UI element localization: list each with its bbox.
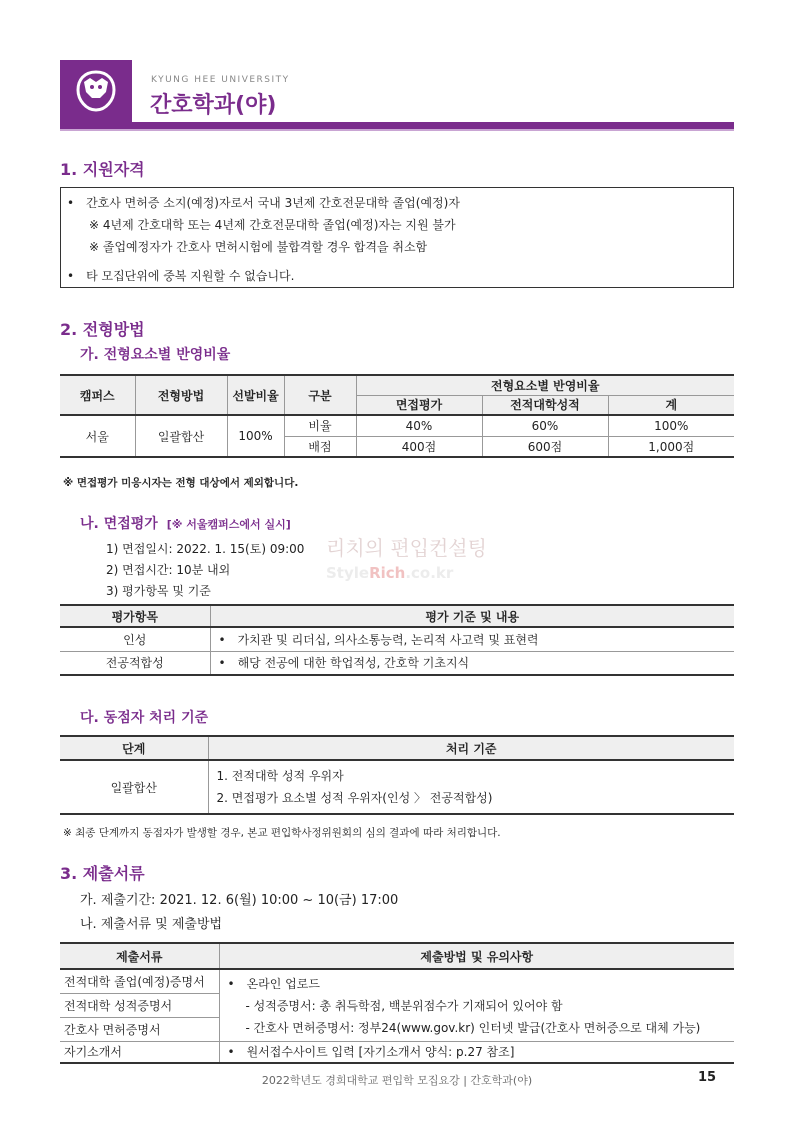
cell-campus: 서울	[60, 415, 135, 457]
cell-eval-item: 전공적합성	[60, 651, 210, 675]
col-stage: 단계	[60, 736, 208, 760]
subsection-b-title	[80, 513, 291, 533]
cell-type: 배점	[284, 436, 356, 457]
col-document: 제출서류	[60, 943, 219, 969]
section1-title: 1. 지원자격	[60, 160, 145, 179]
col-eval-content: 평가 기준 및 내용	[210, 605, 734, 627]
tiebreak-note: ※ 최종 단계까지 동점자가 발생할 경우, 본교 편입학사정위원회의 심의 결과에 따라 처리합니다.	[63, 827, 501, 839]
exclusion-note: ※ 면접평가 미응시자는 전형 대상에서 제외합니다.	[63, 477, 299, 489]
section3-title: 3. 제출서류	[60, 864, 145, 883]
col-group: 전형요소별 반영비율	[356, 375, 734, 395]
header-divider-light	[60, 129, 734, 131]
col-ratio: 선발비율	[227, 375, 284, 415]
cell-total: 100%	[608, 415, 734, 436]
eligibility-note: ※ 4년제 간호대학 또는 4년제 간호전문대학 졸업(예정)자는 지원 불가	[89, 218, 456, 232]
col-method: 전형방법	[135, 375, 227, 415]
eligibility-note: ※ 졸업예정자가 간호사 면허시험에 불합격할 경우 합격을 취소함	[89, 240, 428, 254]
cell-ratio: 100%	[227, 415, 284, 457]
cell-document: 전적대학 성적증명서	[60, 993, 219, 1017]
documents-table	[60, 942, 734, 1064]
eligibility-box	[60, 187, 734, 288]
tiebreak-table	[60, 735, 734, 815]
interview-criteria-label: 3) 평가항목 및 기준	[106, 584, 211, 598]
eligibility-item: • 타 모집단위에 중복 지원할 수 없습니다.	[67, 267, 294, 284]
col-eval-item: 평가항목	[60, 605, 210, 627]
col-rule: 처리 기준	[208, 736, 734, 760]
cell-eval-content: • 해당 전공에 대한 학업적성, 간호학 기초지식	[210, 651, 734, 675]
cell-document: 자기소개서	[60, 1041, 219, 1063]
footer-text: 2022학년도 경희대학교 편입학 모집요강 | 간호학과(야)	[261, 1074, 533, 1087]
eligibility-item: • 간호사 면허증 소지(예정)자로서 국내 3년제 간호전문대학 졸업(예정)자	[67, 194, 460, 211]
cell-interview: 400점	[356, 436, 482, 457]
cell-upload-method	[219, 969, 734, 1041]
lion-emblem-icon	[70, 68, 122, 114]
cell-total: 1,000점	[608, 436, 734, 457]
col-grade: 전적대학성적	[482, 395, 608, 415]
cell-eval-item: 인성	[60, 627, 210, 651]
tiebreak-rule: 1. 전적대학 성적 우위자	[216, 769, 344, 783]
university-logo	[60, 60, 132, 122]
upload-note: - 간호사 면허증명서: 정부24(www.gov.kr) 인터넷 발급(간호사 면허증으로 대체 가능)	[245, 1021, 701, 1035]
submission-period: 가. 제출기간: 2021. 12. 6(월) 10:00 ~ 10(금) 17:00	[80, 893, 399, 908]
subsection-a-title: 가. 전형요소별 반영비율	[80, 347, 231, 363]
submission-docs-label: 나. 제출서류 및 제출방법	[80, 917, 223, 932]
col-type: 구분	[284, 375, 356, 415]
subsection-b-note: [※ 서울캠퍼스에서 실시]	[166, 518, 291, 531]
section2-title: 2. 전형방법	[60, 320, 145, 339]
cell-essay-method: • 원서접수사이트 입력 [자기소개서 양식: p.27 참조]	[219, 1041, 734, 1063]
selection-ratio-table	[60, 374, 734, 458]
cell-grade: 60%	[482, 415, 608, 436]
page-number: 15	[698, 1070, 717, 1085]
cell-eval-content: • 가치관 및 리더십, 의사소통능력, 논리적 사고력 및 표현력	[210, 627, 734, 651]
header-divider	[60, 122, 734, 129]
watermark-text: 리치의 편입컨설팅	[326, 536, 487, 560]
watermark-url-part: Rich	[369, 564, 406, 582]
interview-duration: 2) 면접시간: 10분 내외	[106, 563, 231, 577]
cell-method: 일괄합산	[135, 415, 227, 457]
col-total: 계	[608, 395, 734, 415]
watermark-url-part: .co.kr	[405, 564, 454, 582]
cell-document: 간호사 면허증명서	[60, 1017, 219, 1041]
watermark-url-part: Style	[326, 564, 370, 582]
cell-stage: 일괄합산	[60, 760, 208, 814]
cell-type: 비율	[284, 415, 356, 436]
col-submit-method: 제출방법 및 유의사항	[219, 943, 734, 969]
interview-criteria-table	[60, 604, 734, 676]
department-title: 간호학과(야)	[150, 93, 277, 118]
interview-date: 1) 면접일시: 2022. 1. 15(토) 09:00	[106, 542, 305, 556]
subsection-b-label: 나. 면접평가	[80, 516, 158, 532]
cell-rules	[208, 760, 734, 814]
watermark-url	[326, 564, 453, 582]
subsection-c-title: 다. 동점자 처리 기준	[80, 710, 209, 726]
tiebreak-rule: 2. 면접평가 요소별 성적 우위자(인성 〉 전공적합성)	[216, 791, 493, 805]
cell-document: 전적대학 졸업(예정)증명서	[60, 969, 219, 993]
upload-method: • 온라인 업로드	[228, 973, 731, 995]
university-name: KYUNG HEE UNIVERSITY	[151, 75, 290, 85]
col-campus: 캠퍼스	[60, 375, 135, 415]
cell-interview: 40%	[356, 415, 482, 436]
cell-grade: 600점	[482, 436, 608, 457]
col-interview: 면접평가	[356, 395, 482, 415]
upload-note: - 성적증명서: 총 취득학점, 백분위점수가 기재되어 있어야 함	[245, 999, 563, 1013]
